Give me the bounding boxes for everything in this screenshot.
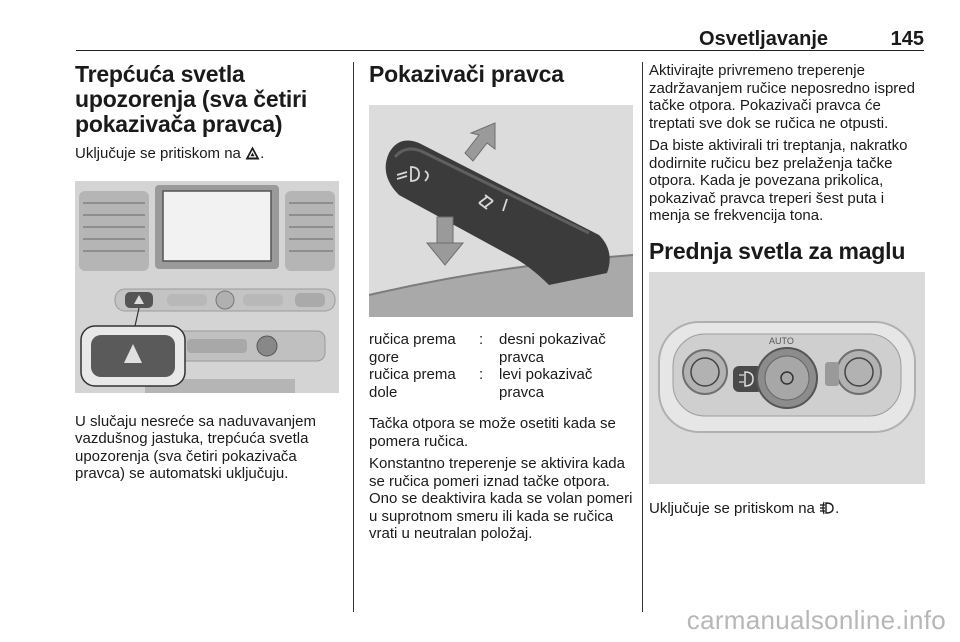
hazard-triangle-icon [245, 146, 260, 160]
auto-label: AUTO [769, 335, 794, 346]
page-number: 145 [890, 28, 924, 50]
column-fog-lights [649, 62, 929, 522]
definition-row: ručica prema gore : desni pokazivač pravca [369, 331, 606, 366]
turn-signal-lever-figure [369, 105, 633, 317]
fog-lights-title: Prednja svetla za maglu [649, 237, 906, 264]
watermark: carmanualsonline.info [686, 605, 946, 635]
temporary-flashing-text: Aktivirajte privremeno treperenje zadržavanjem ručice neposredno ispred tačke otpora. Pokazivači pravca će treptati sve dok se ručica ne otpusti. [649, 62, 915, 132]
turn-signals-title: Pokazivači pravca [369, 61, 564, 87]
constant-flashing-text: Konstantno treperenje se aktivira kada se ručica pomeri iznad tačke otpora. Ono se deaktivira kada se volan pomeri u suprotnom smeru ili kada se ručica vrati u neutralan položaj. [369, 455, 633, 542]
column-divider [353, 62, 354, 612]
light-switch-panel-figure [649, 272, 925, 484]
column-hazard-lights [75, 62, 345, 488]
column-turn-signals [369, 62, 633, 548]
hazard-body-text: U slučaju nesreće sa naduvavanjem vazdušnog jastuka, trepćuća svetla upozorenja (sva četiri pokazivača pravca) se automatski uključuju. [75, 412, 316, 482]
dashboard-hazard-button-figure [75, 181, 339, 393]
section-title: Osvetljavanje [699, 28, 828, 50]
three-flashes-text: Da biste aktivirali tri treptanja, nakratko dodirnite ručicu bez prelaženja tačke otpora. Kada je povezana prikolica, pokazivač pravca treperi šest puta i menja se frekvencija tona. [649, 137, 908, 224]
resistance-point-text: Tačka otpora se može osetiti kada se pomera ručica. [369, 415, 616, 450]
turn-signal-definitions [369, 331, 633, 401]
fog-caption: Uključuje se pritiskom na . [649, 499, 840, 517]
hazard-section-title: Trepćuća svetla upozorenja (sva četiri pokazivača pravca) [75, 61, 308, 137]
front-fog-light-icon [819, 501, 835, 515]
hazard-intro: Uključuje se pritiskom na . [75, 145, 265, 162]
column-divider [642, 62, 643, 612]
definition-row: ručica prema dole : levi pokazivač pravca [369, 366, 593, 401]
page-header [76, 28, 924, 51]
